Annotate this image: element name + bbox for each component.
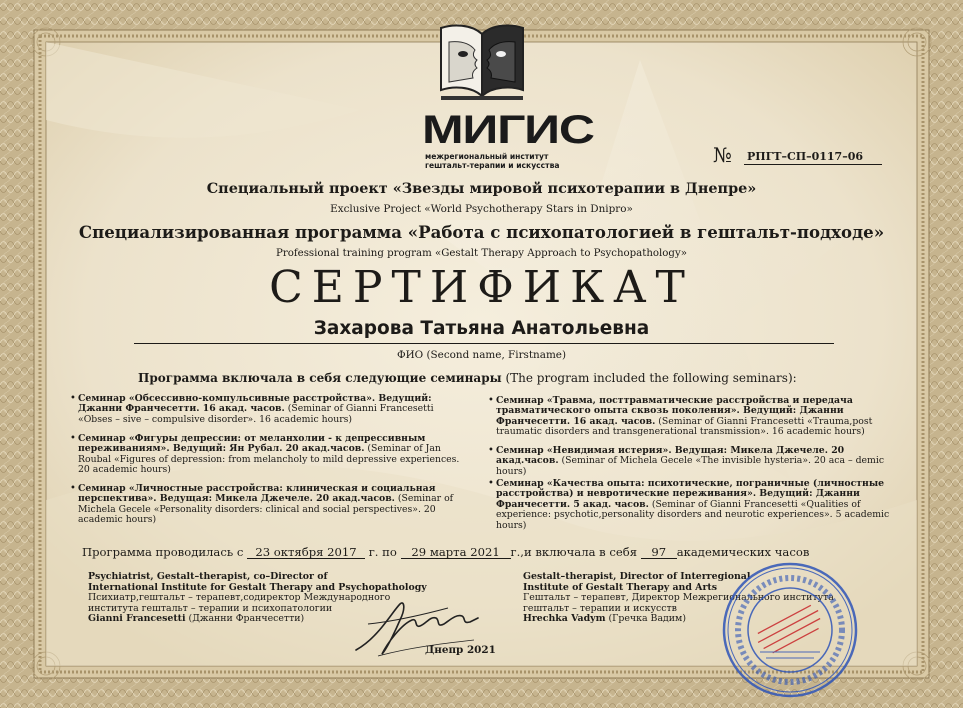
seminar-right-2: • Семинар «Невидимая истерия». Ведущая: Микела Джечеле. 20 акад.часов. (Seminar of Michela Gecele «The invisible hysteria». 20 aca – demic hours) <box>488 445 885 477</box>
seminar-english: (Seminar of Gianni Francesetti «Trauma,post traumatic disorders and transgenerational transmission». 16 academic hours) <box>496 415 873 438</box>
logo-subtitle-line-2: гештальт-терапии и искусства <box>425 161 560 170</box>
number-label: № <box>713 143 732 167</box>
signer-left-line-4: института гештальт – терапии и психопатологии <box>88 602 333 614</box>
holder-name-caption: ФИО (Second name, Firstname) <box>397 349 566 361</box>
seminar-title: Семинар «Качества опыта: психотические, пограничные (личностные расстройства) и невротические переживания». Ведущий: Джанни Франчесетти. 5 акад. часов. <box>496 478 885 510</box>
project-title-en: Exclusive Project «World Psychotherapy Stars in Dnipro» <box>330 203 633 215</box>
certificate-number: РПГТ–СП–0117–06 <box>747 150 864 163</box>
seminar-left-3: • Семинар «Личностные расстройства: клиническая и социальная перспектива». Ведущая: Микела Джечеле. 20 акад.часов. (Seminar of Michela Gecele «Personality disorders: clinical and social perspectives». 20 academic hours) <box>70 483 454 526</box>
logo-subtitle-line-1: межрегиональный институт <box>425 152 549 161</box>
signer-right-name-ru: (Гречка Вадим) <box>605 613 687 625</box>
logo-wordmark: МИГИС <box>422 108 594 152</box>
year-suffix-1: г. по <box>368 545 397 559</box>
signer-right-line-1: Gestalt–therapist, Director of Interregional <box>523 571 751 582</box>
seminar-title: Семинар «Невидимая истерия». Ведущая: Микела Джечеле. 20 акад.часов. <box>496 445 845 467</box>
logo-book-icon <box>437 20 527 104</box>
seminar-right-3: • Семинар «Качества опыта: психотические, пограничные (личностные расстройства) и невротические переживания». Ведущий: Джанни Франчесетти. 5 акад. часов. (Seminar of Gianni Francesetti «Qualities of experience: psychotic,personality disorders and neurotic experiences». 5 academic hours) <box>488 478 890 531</box>
seminar-right-1: • Семинар «Травма, посттравматические расстройства и передача травматического опыта сквозь поколения». Ведущий: Джанни Франчесетти. 16 акад. часов. (Seminar of Gianni Francesetti «Trauma,post traumatic disorders and transgenerational transmission». 16 academic hours) <box>488 395 873 438</box>
program-title-en: Professional training program «Gestalt Therapy Approach to Psychopathology» <box>276 248 687 259</box>
seminar-title: Семинар «Личностные расстройства: клиническая и социальная перспектива». Ведущая: Микела Джечеле. 20 акад.часов. <box>78 483 436 505</box>
signer-left-name-en: Gianni Francesetti <box>88 613 186 625</box>
seminars-heading-ru: Программа включала в себя следующие семинары <box>138 371 502 385</box>
program-dates-line <box>82 545 809 559</box>
seminar-english: (Seminar of Michela Gecele «The invisible hysteria». 20 aca – demic hours) <box>496 455 885 477</box>
signer-left-line-3: Психиатр,гештальт – терапевт,содиректор Международного <box>88 592 391 604</box>
signer-left-line-2: International Institute for Gestalt Therapy and Psychopathology <box>88 581 427 593</box>
number-underline <box>744 164 882 165</box>
holder-name: Захарова Татьяна Анатольевна <box>313 318 650 339</box>
seminar-english: (Seminar of Jan Roubal «Figures of depression: from melancholy to mild depressive experiences. 20 academic hours) <box>78 443 460 476</box>
project-title-ru: Специальный проект «Звезды мировой психотерапии в Днепре» <box>206 180 757 197</box>
signer-left-name-ru: (Джанни Франчесетти) <box>185 613 305 625</box>
signer-right-line-4: гештальт – терапии и искусств <box>523 602 677 614</box>
program-title-ru: Специализированная программа «Работа с психопатологией в гештальт-подходе» <box>78 222 885 242</box>
signer-right-line-2: Institute of Gestalt Therapy and Arts <box>523 581 718 593</box>
certificate-title: СЕРТИФИКАТ <box>269 262 694 313</box>
seminar-title: Семинар «Фигуры депрессии: от меланхолии - к депрессивным переживаниям». Ведущий: Ян Рубал. 20 акад.часов. <box>78 433 426 455</box>
year-suffix-2: г.,и включала в себя <box>510 545 638 559</box>
signer-left-line-1: Psychiatrist, Gestalt–therapist, co–Director of <box>88 571 328 582</box>
start-date: 23 октября 2017 <box>247 546 365 559</box>
seminar-title: Семинар «Обсессивно-компульсивные расстройства». Ведущий: Джанни Франчесетти. 16 акад. часов. <box>78 393 432 415</box>
seminar-english: (Seminar of Michela Gecele «Personality disorders: clinical and social perspectives». 20 academic hours) <box>78 493 454 526</box>
signer-right-line-3: Гештальт – терапевт, Директор Межрегионального института <box>523 592 834 604</box>
signer-right-name-en: Hrechka Vadym <box>523 613 606 625</box>
place-year: Днепр 2021 <box>425 644 496 656</box>
seminar-left-1: • Семинар «Обсессивно-компульсивные расстройства». Ведущий: Джанни Франчесетти. 16 акад. часов. (Seminar of Gianni Francesetti «Obses – sive – compulsive disorder». 16 academic hours) <box>70 393 434 425</box>
stamp-icon <box>720 560 860 700</box>
seminar-english: (Seminar of Gianni Francesetti «Obses – sive – compulsive disorder». 16 academic hours) <box>78 403 434 425</box>
seminar-title: Семинар «Травма, посттравматические расстройства и передача травматического опыта сквозь поколения». Ведущий: Джанни Франчесетти. 16 акад. часов. <box>496 395 853 427</box>
end-date: 29 марта 2021 <box>401 546 511 559</box>
total-hours: 97 <box>641 546 677 559</box>
hours-suffix: академических часов <box>676 545 810 559</box>
seminar-english: (Seminar of Gianni Francesetti «Qualities of experience: psychotic,personality disorders and neurotic experiences». 5 academic hours) <box>496 498 890 531</box>
seminars-heading-en: (The program included the following seminars): <box>505 371 797 385</box>
seminars-heading <box>138 371 797 385</box>
holder-name-underline <box>134 343 834 344</box>
program-dates-prefix: Программа проводилась с <box>82 545 244 559</box>
seminar-left-2: • Семинар «Фигуры депрессии: от меланхолии - к депрессивным переживаниям». Ведущий: Ян Рубал. 20 акад.часов. (Seminar of Jan Roubal «Figures of depression: from melancholy to mild depressive experiences. 20 academic hours) <box>70 433 460 476</box>
